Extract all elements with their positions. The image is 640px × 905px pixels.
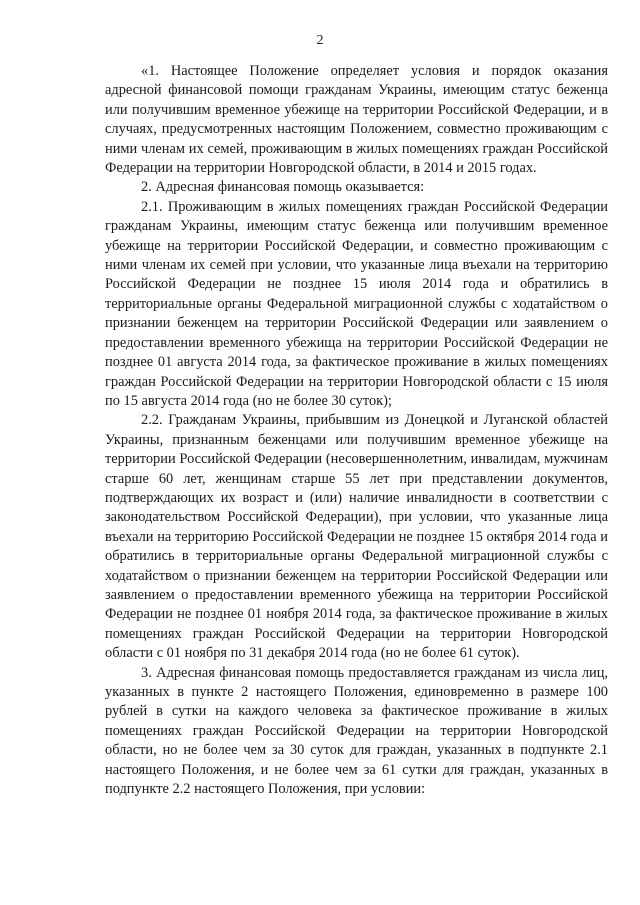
paragraph-2-heading: 2. Адресная финансовая помощь оказывается:: [141, 179, 425, 196]
paragraph-2-2: 2.2. Гражданам Украины, прибывшим из Донецкой и Луганской областей Украины, признанным беженцами или получившим временное убежище на территории Российской Федерации (несовершеннолетним, инвалидам, мужчинам старше 60 лет, женщинам старше 55 лет при представлении документов, подтверждающих их возраст и (или) наличие инвалидности в соответствии с законодательством Российской Федерации), при условии, что указанные лица въехали на территорию Российской Федерации не позднее 15 октября 2014 года и обратились в территориальные органы Федеральной миграционной службы с ходатайством о признании беженцем на территории Российской Федерации или заявлением о предоставлении временного убежища на территории Российской Федерации не позднее 01 ноября 2014 года, за фактическое проживание в жилых помещениях граждан Российской Федерации на территории Новгородской области с 01 ноября по 31 декабря 2014 года (но не более 61 суток).: [105, 412, 608, 662]
paragraph-2-1: 2.1. Проживающим в жилых помещениях граждан Российской Федерации гражданам Украины, имеющим статус беженца или получившим временное убежище на территории Российской Федерации, и совместно проживающим с ними членам их семей при условии, что указанные лица въехали на территорию Российской Федерации не позднее 15 июля 2014 года и обратились в территориальные органы Федеральной миграционной службы с ходатайством о признании беженцем на территории Российской Федерации или заявлением о предоставлении временного убежища на территории Российской Федерации не позднее 01 августа 2014 года, за фактическое проживание в жилых помещениях граждан Российской Федерации на территории Новгородской области с 15 июля по 15 августа 2014 года (но не более 30 суток);: [105, 198, 608, 409]
paragraph-1-purpose: «1. Настоящее Положение определяет условия и порядок оказания адресной финансовой помощи гражданам Украины, имеющим статус беженца или получившим временное убежище на территории Российской Федерации, и в случаях, предусмотренных настоящим Положением, совместно проживающим с ними членам их семей, проживающим в жилых помещениях граждан Российской Федерации на территории Новгородской области, в 2014 и 2015 годах.: [105, 63, 608, 177]
document-body: [105, 62, 608, 799]
paragraph-3: 3. Адресная финансовая помощь предоставляется гражданам из числа лиц, указанных в пункте 2 настоящего Положения, единовременно в размере 100 рублей в сутки на каждого человека за фактическое проживание в жилых помещениях граждан Российской Федерации на территории Новгородской области, но не более чем за 30 суток для граждан, указанных в подпункте 2.1 настоящего Положения, и не более чем за 61 сутки для граждан, указанных в подпункте 2.2 настоящего Положения, при условии:: [105, 664, 608, 798]
page-number: 2: [316, 33, 324, 48]
